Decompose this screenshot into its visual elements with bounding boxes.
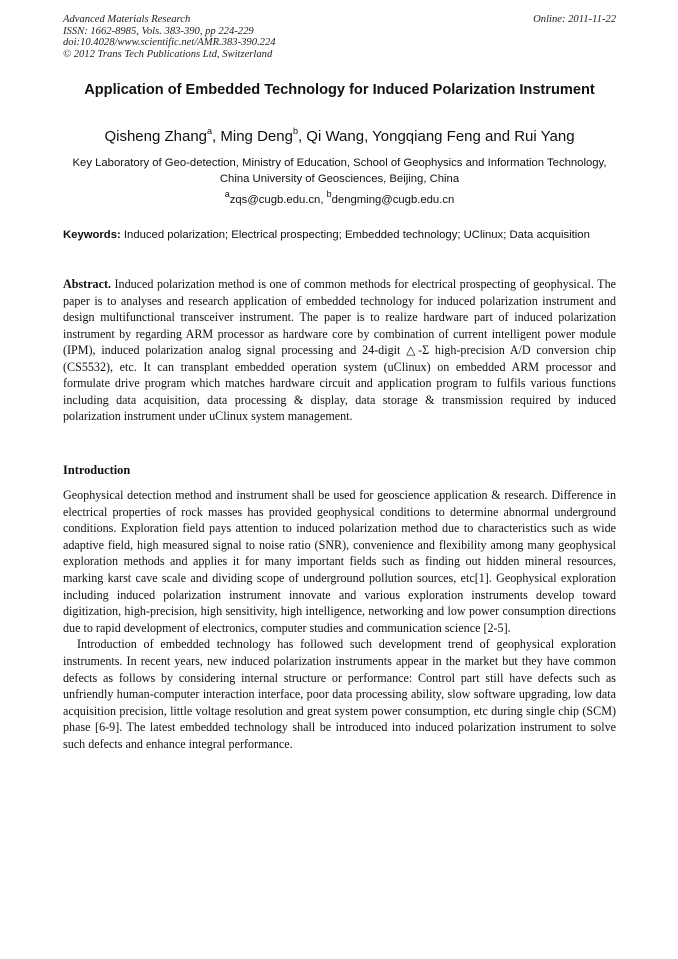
- affiliation: Key Laboratory of Geo-detection, Ministry of Education, School of Geophysics and Information Technology, China University of Geosciences, Beijing, China: [72, 157, 607, 185]
- email-1: zqs@cugb.edu.cn: [229, 194, 321, 206]
- keywords-label: Keywords:: [63, 229, 121, 241]
- journal-header: [63, 14, 616, 60]
- author-2-affil-mark: b: [292, 126, 298, 136]
- email-2-mark: b: [326, 189, 332, 200]
- abstract-block: [63, 276, 616, 425]
- issn-line: ISSN: 1662-8985, Vols. 383-390, pp 224-229: [63, 25, 254, 37]
- author-1-affil-mark: a: [207, 126, 213, 136]
- author-2: Ming Deng: [220, 128, 293, 145]
- section-heading-introduction: Introduction: [63, 463, 131, 477]
- online-date: Online: 2011-11-22: [533, 14, 616, 25]
- journal-name: Advanced Materials Research: [63, 14, 191, 25]
- introduction-body: [63, 487, 616, 753]
- author-1: Qisheng Zhang: [104, 128, 208, 145]
- author-emails: $^a$zqs@cugb.edu.cn, $^b$dengming@cugb.edu.cn: [224, 189, 455, 206]
- email-1-mark: a: [224, 189, 230, 200]
- doi-line: doi:10.4028/www.scientific.net/AMR.383-390.224: [63, 37, 276, 49]
- intro-paragraph-2: Introduction of embedded technology has followed such development trend of geophysical exploration instruments. In recent years, new induced polarization instruments appear in the market but they have common defects as follows by considering internal structure or performance: Control part still have defects such as unfriendly human-computer interaction interface, poor data processing ability, slow software upgrading, low data acquisition precision, little voltage resolution and great system power consumption, etc during single chip (SCM) phase [6-9]. The latest embedded technology shall be introduced into induced polarization instrument to solve such defects and enhance integral performance.: [63, 637, 616, 751]
- author-list: Qisheng Zhang$^a$, Ming Deng$^b$, Qi Wang, Yongqiang Feng and Rui Yang: [104, 126, 575, 145]
- paper-title: Application of Embedded Technology for Induced Polarization Instrument: [84, 82, 595, 98]
- email-2: dengming@cugb.edu.cn: [331, 194, 455, 206]
- other-authors: , Qi Wang, Yongqiang Feng and Rui Yang: [297, 128, 575, 145]
- abstract-text: Induced polarization method is one of common methods for electrical prospecting of geophysical. The paper is to analyses and research application of embedded technology for induced polarization instrument and design multifunctional transceiver instrument. The paper is to realize hardware part of induced polarization instrument by regarding ARM processor as hardware core by combination of current intelligent power module (IPM), induced polarization analog signal processing and 24-digit △-Σ high-precision A/D conversion chip (CS5532), etc. It can transplant embedded operation system (uClinux) on embedded ARM processor and formulate drive program which matches hardware circuit and application program to fulfils various functions including data acquisition, data processing & display, data storage & transmission required by induced polarization instrument under uClinux system management.: [63, 277, 616, 423]
- keywords-text: Induced polarization; Electrical prospecting; Embedded technology; UClinux; Data acquisition: [123, 229, 590, 241]
- intro-paragraph-1: Geophysical detection method and instrument shall be used for geoscience application & research. Difference in electrical properties of rock masses has provided geophysical conditions to determine abnormal underground conditions. Exploration field pays attention to induced polarization method due to characteristics such as wide adaptive field, high measured signal to noise ratio (SNR), convenience and flexibility among many geophysical exploration methods and applies it for many important fields such as finding out hidden mineral resources, marking karst cave scale and dividing scope of underground pollution sources, etc[1]. Geophysical exploration including induced polarization instrument innovate and various exploration instruments develop toward digitization, high-precision, high sensitivity, high intelligence, networking and low power consumption directions due to rapid development of electronics, computer studies and communication science [2-5].: [63, 488, 616, 635]
- copyright-line: © 2012 Trans Tech Publications Ltd, Switzerland: [63, 48, 273, 60]
- keywords-block: [63, 228, 616, 243]
- abstract-label: Abstract.: [63, 277, 112, 291]
